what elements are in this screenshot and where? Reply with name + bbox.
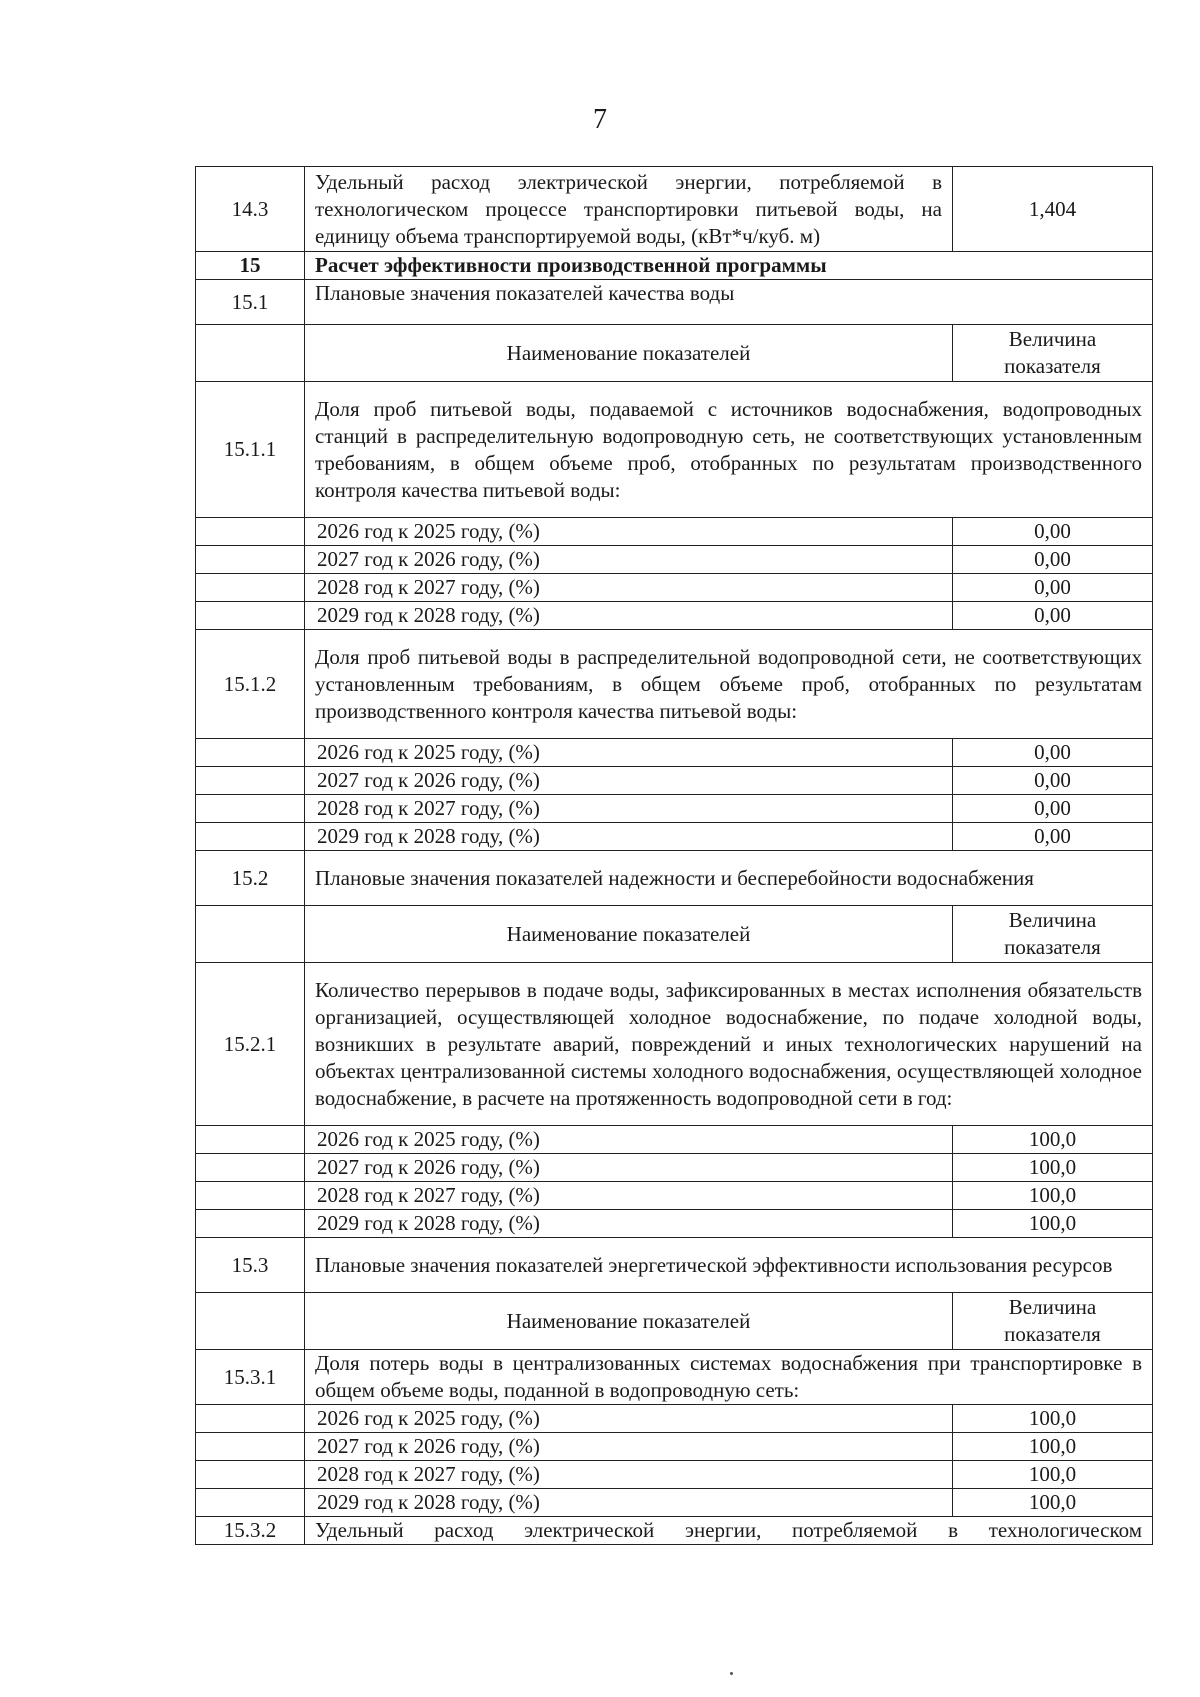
- row-15-2: [196, 851, 1153, 906]
- section-title: Расчет эффективности производственной программы: [305, 252, 1153, 280]
- year-row: [196, 518, 1153, 546]
- row-14-3: [196, 167, 1153, 252]
- subsection-title: Плановые значения показателей энергетической эффективности использования ресурсов: [305, 1238, 1153, 1293]
- row-number: 15.2.1: [196, 963, 305, 1126]
- year-label: 2026 год к 2025 году, (%): [305, 518, 953, 546]
- row-number: 15.1.1: [196, 382, 305, 518]
- year-value: 100,0: [953, 1405, 1153, 1433]
- name-column-header: Наименование показателей: [305, 325, 953, 382]
- header-row-15-3: [196, 1293, 1153, 1350]
- year-label: 2028 год к 2027 году, (%): [305, 795, 953, 823]
- row-number: 15.2: [196, 851, 305, 906]
- header-row-15-2: [196, 906, 1153, 963]
- year-row: [196, 795, 1153, 823]
- subsection-title: Плановые значения показателей надежности и бесперебойности водоснабжения: [305, 851, 1153, 906]
- year-value: 0,00: [953, 739, 1153, 767]
- year-row: [196, 1126, 1153, 1154]
- row-number: 15: [196, 252, 305, 280]
- year-row: [196, 546, 1153, 574]
- row-number: 14.3: [196, 167, 305, 252]
- row-text: Удельный расход электрической энергии, потребляемой в технологическом процессе транспортировки питьевой воды, на единицу объема транспортируемой воды, (кВт*ч/куб. м): [305, 167, 953, 252]
- indicator-text: Удельный расход электрической энергии, потребляемой в технологическом: [305, 1517, 1153, 1545]
- year-value: 0,00: [953, 546, 1153, 574]
- year-row: [196, 1154, 1153, 1182]
- row-number: 15.3.2: [196, 1517, 305, 1545]
- name-column-header: Наименование показателей: [305, 1293, 953, 1350]
- row-15-3: [196, 1238, 1153, 1293]
- year-row: [196, 1210, 1153, 1238]
- year-value: 0,00: [953, 602, 1153, 630]
- value-column-header: Величина показателя: [953, 906, 1153, 963]
- year-label: 2029 год к 2028 году, (%): [305, 602, 953, 630]
- row-value: 1,404: [953, 167, 1153, 252]
- year-row: [196, 1405, 1153, 1433]
- year-value: 100,0: [953, 1489, 1153, 1517]
- year-value: 0,00: [953, 767, 1153, 795]
- indicator-text: Количество перерывов в подаче воды, зафиксированных в местах исполнения обязательств организацией, осуществляющей холодное водоснабжение, по подаче холодной воды, возникших в результате аварий, повреждений и иных технологических нарушений на объектах централизованной системы холодного водоснабжения, осуществляющей холодное водоснабжение, в расчете на протяженность водопроводной сети в год:: [305, 963, 1153, 1126]
- year-value: 100,0: [953, 1154, 1153, 1182]
- year-label: 2027 год к 2026 году, (%): [305, 1154, 953, 1182]
- year-value: 100,0: [953, 1182, 1153, 1210]
- year-row: [196, 739, 1153, 767]
- value-column-header: Величина показателя: [953, 1293, 1153, 1350]
- row-number: 15.1.2: [196, 630, 305, 739]
- year-label: 2026 год к 2025 году, (%): [305, 1405, 953, 1433]
- year-value: 0,00: [953, 823, 1153, 851]
- year-label: 2026 год к 2025 году, (%): [305, 739, 953, 767]
- year-row: [196, 574, 1153, 602]
- year-row: [196, 1433, 1153, 1461]
- indicator-text: Доля потерь воды в централизованных системах водоснабжения при транспортировке в общем объеме воды, поданной в водопроводную сеть:: [305, 1350, 1153, 1405]
- year-label: 2028 год к 2027 году, (%): [305, 1461, 953, 1489]
- year-label: 2026 год к 2025 году, (%): [305, 1126, 953, 1154]
- row-15-3-2: [196, 1517, 1153, 1545]
- row-15-1: [196, 280, 1153, 325]
- row-15: [196, 252, 1153, 280]
- row-number: 15.3: [196, 1238, 305, 1293]
- year-label: 2029 год к 2028 году, (%): [305, 1489, 953, 1517]
- row-15-2-1: [196, 963, 1153, 1126]
- row-number: 15.1: [196, 280, 305, 325]
- indicator-text: Доля проб питьевой воды в распределительной водопроводной сети, не соответствующих установленным требованиям, в общем объеме проб, отобранных по результатам производственного контроля качества питьевой воды:: [305, 630, 1153, 739]
- year-label: 2027 год к 2026 году, (%): [305, 546, 953, 574]
- year-value: 0,00: [953, 795, 1153, 823]
- year-row: [196, 823, 1153, 851]
- year-value: 0,00: [953, 574, 1153, 602]
- year-label: 2029 год к 2028 году, (%): [305, 1210, 953, 1238]
- name-column-header: Наименование показателей: [305, 906, 953, 963]
- row-number: 15.3.1: [196, 1350, 305, 1405]
- year-label: 2028 год к 2027 году, (%): [305, 1182, 953, 1210]
- subsection-title: Плановые значения показателей качества воды: [305, 280, 1153, 325]
- scan-speck: [730, 1672, 733, 1675]
- page-number: 7: [593, 104, 607, 135]
- year-value: 0,00: [953, 518, 1153, 546]
- year-value: 100,0: [953, 1433, 1153, 1461]
- indicator-text: Доля проб питьевой воды, подаваемой с источников водоснабжения, водопроводных станций в распределительную водопроводную сеть, не соответствующих установленным требованиям, в общем объеме проб, отобранных по результатам производственного контроля качества питьевой воды:: [305, 382, 1153, 518]
- header-row-15-1: [196, 325, 1153, 382]
- year-row: [196, 1461, 1153, 1489]
- row-15-1-2: [196, 630, 1153, 739]
- year-label: 2027 год к 2026 году, (%): [305, 767, 953, 795]
- year-row: [196, 767, 1153, 795]
- program-table: [195, 166, 1153, 1545]
- year-label: 2027 год к 2026 году, (%): [305, 1433, 953, 1461]
- year-value: 100,0: [953, 1210, 1153, 1238]
- value-column-header: Величина показателя: [953, 325, 1153, 382]
- year-label: 2028 год к 2027 году, (%): [305, 574, 953, 602]
- year-value: 100,0: [953, 1461, 1153, 1489]
- row-15-1-1: [196, 382, 1153, 518]
- year-label: 2029 год к 2028 году, (%): [305, 823, 953, 851]
- year-row: [196, 1489, 1153, 1517]
- row-15-3-1: [196, 1350, 1153, 1405]
- year-row: [196, 1182, 1153, 1210]
- year-value: 100,0: [953, 1126, 1153, 1154]
- year-row: [196, 602, 1153, 630]
